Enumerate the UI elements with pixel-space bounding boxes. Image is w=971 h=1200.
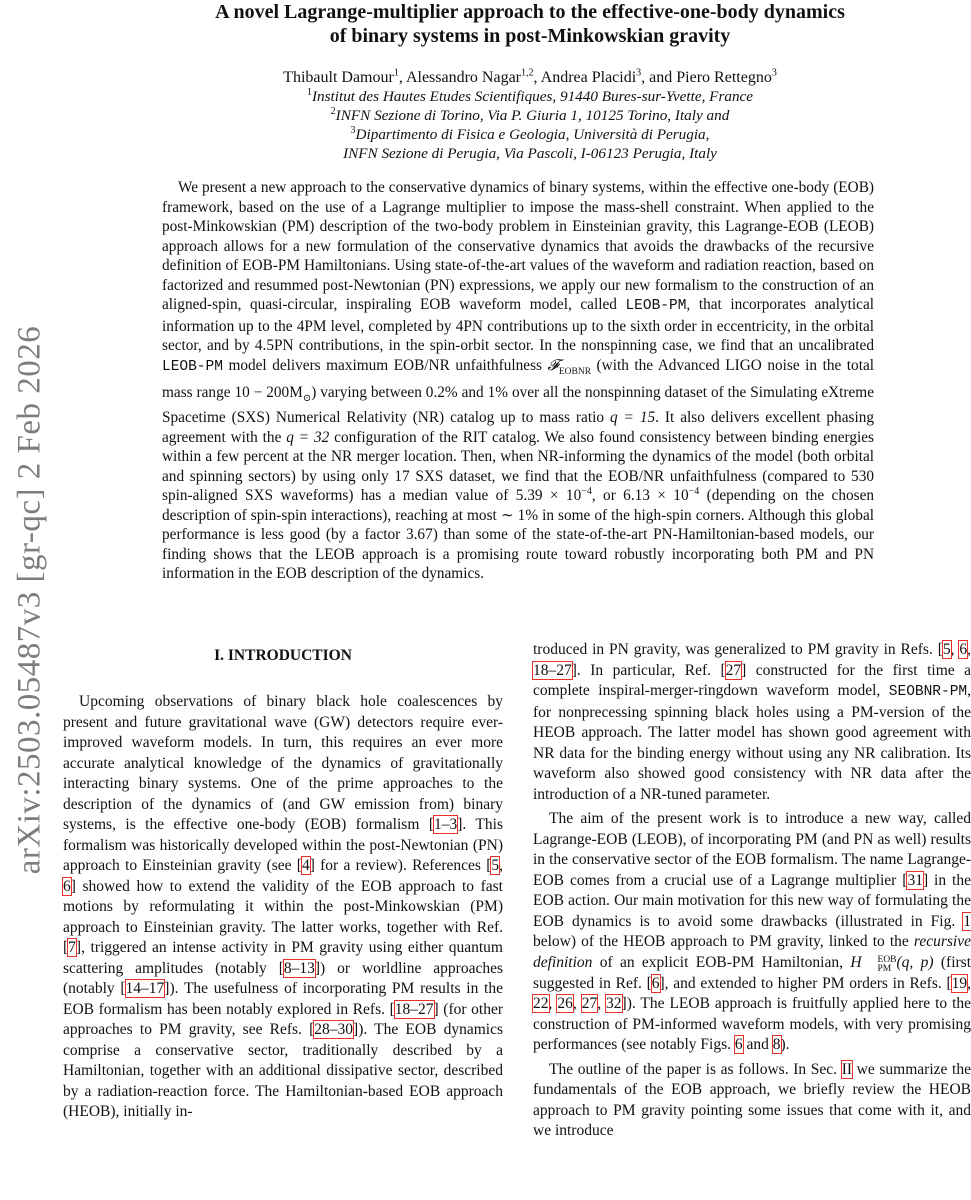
arxiv-identifier: arXiv:2503.05487v3 [gr-qc] 2 Feb 2026 — [11, 325, 48, 875]
affiliation-text: Dipartimento di Fisica e Geologia, Università di Perugia, — [355, 126, 710, 143]
approx-value: ∼ 1% — [500, 506, 539, 524]
intro-paragraph: Upcoming observations of binary black hole coalescences by present and future gravitational wave (GW) detectors require ever-improved waveform models. In turn, this requires an ever more accurate analytical knowledge of the dynamics of gravitationally interacting binary systems. One of the prime approaches to the description of the dynamics of (and GW emission from) binary systems, is the effective one-body (EOB) formalism [1–3]. This formalism was historically developed within the post-Newtonian (PN) approach to Einsteinian gravity (see [4] for a review). References [5, 6] showed how to extend the validity of the EOB approach to fast motions by reformulating it within the post-Minkowskian (PM) approach to Einsteinian gravity. The latter works, together with Ref. [7], triggered an intense activity in PM gravity using either quantum scattering amplitudes (notably [8–13]) or worldline approaches (notably [14–17]). The usefulness of incorporating PM results in the EOB formalism has been notably explored in Refs. [18–27] (for other approaches to PM gravity, see Refs. [28–30]). The EOB dynamics comprise a conservative sector, traditionally described by a Hamiltonian, together with an additional dissipative sector, described by a radiation-reaction force. The Hamiltonian-based EOB approach (HEOB), initially in- — [63, 693, 504, 1120]
aim-paragraph: The aim of the present work is to introduce a new way, called Lagrange-EOB (LEOB), of incorporating PM (and PN as well) results in the conservative sector of the EOB formalism. The name Lagrange-EOB comes from a crucial use of a Lagrange multiplier [31] in the EOB action. Our main motivation for this new way of formulating the EOB dynamics is to avoid some drawbacks (illustrated in Fig. 1 below) of the HEOB approach to PM gravity, linked to the recursive definition of an explicit EOB-PM Hamiltonian, H EOB PM (q, p) (first suggested in Ref. [6], and extended to higher PM orders in Refs. [19, 22, 26, 27, 32]). The LEOB approach is fruitfully applied here to the construction of PM-informed waveform models, with very promising performances (see notably Figs. 6 and 8). — [533, 810, 971, 1053]
mass-ratio-32: q = 32 — [286, 428, 330, 446]
citation-link[interactable]: 14–17 — [125, 980, 165, 997]
citation-link[interactable]: 18–27 — [394, 1000, 434, 1018]
citation-link[interactable]: 26 — [557, 995, 573, 1012]
outline-paragraph: The outline of the paper is as follows. In Sec. II we summarize the fundamentals of the EOB approach, we briefly review the HEOB approach to PM gravity pointing some issues that come with it, and we introduce — [533, 1060, 971, 1139]
hamiltonian-symbol: H — [850, 953, 862, 971]
abstract-text: in some of the high-spin corners. Although this global performance is less good (by a factor 3.67) than some of the state-of-the-art PN-Hamiltonian-based models, our finding shows that the LEOB approach is a promising route toward robustly incorporating both PM and PN information in the EOB description of the dynamics. — [162, 506, 874, 583]
citation-link[interactable]: 1–3 — [433, 816, 458, 833]
citation-link[interactable]: 32 — [606, 995, 622, 1012]
affiliation-number: 2 — [330, 105, 336, 117]
affiliation-line — [90, 144, 970, 163]
median-value-2: 6.13 × 10 — [623, 487, 689, 505]
unfaithfulness-symbol: 𝓕 — [547, 356, 559, 374]
author-separator: , — [398, 69, 406, 86]
hamiltonian-args: (q, p) — [896, 953, 934, 971]
median-value-1: 5.39 × 10 — [515, 487, 582, 505]
unfaithfulness-subscript: EOBNR — [558, 366, 592, 377]
author-name: Thibault Damour — [283, 69, 394, 86]
arxiv-sidebar — [0, 0, 50, 1200]
title-line-2: of binary systems in post-Minkowskian gravity — [329, 25, 731, 47]
affiliation-text: INFN Sezione di Perugia, Via Pascoli, I-06123 Perugia, Italy — [343, 145, 717, 162]
citation-link[interactable]: 4 — [301, 857, 310, 874]
solar-mass-symbol: ⊙ — [302, 392, 312, 404]
affiliation-number: 1 — [306, 86, 312, 98]
model-name: LEOB-PM — [162, 358, 223, 375]
left-column — [63, 640, 503, 1123]
model-name-seobnr-pm: SEOBNR-PM — [888, 684, 968, 700]
model-name: LEOB-PM — [625, 298, 687, 315]
author-name: Piero Rettegno — [676, 69, 772, 86]
right-column — [533, 640, 971, 1142]
citation-link[interactable]: 28–30 — [314, 1021, 354, 1038]
abstract-text: , or — [591, 487, 624, 505]
section-link[interactable]: II — [841, 1060, 853, 1078]
affiliation-text: INFN Sezione di Torino, Via P. Giuria 1, 10125 Torino, Italy and — [335, 107, 730, 124]
affiliation-line — [90, 87, 970, 106]
abstract-text: ) varying between 0.2% and 1% over all the nonspinning dataset of the Simulating eXtreme Spacetime (SXS) Numerical Relativity (NR) catalog up to mass ratio — [162, 383, 874, 427]
citation-link[interactable]: 6 — [959, 641, 968, 658]
abstract-text: . It also delivers excellent phasing agreement with the — [162, 409, 874, 446]
author-name: Andrea Placidi — [540, 69, 637, 86]
figure-link[interactable]: 6 — [734, 1036, 743, 1053]
abstract-text: (depending on the chosen description of spin-spin interactions), reaching at most — [162, 487, 875, 524]
citation-link[interactable]: 8–13 — [283, 959, 315, 977]
title-line-1: A novel Lagrange-multiplier approach to the effective-one-body dynamics — [215, 1, 845, 23]
mass-ratio-15: q = 15 — [609, 409, 656, 427]
author-affiliation-mark: 3 — [771, 67, 777, 79]
abstract-text: We present a new approach to the conservative dynamics of binary systems, within the effective one-body (EOB) framework, based on the use of a Lagrange multiplier to impose the mass-shell constraint. When applied to the post-Minkowskian (PM) description of the two-body problem in Einsteinian gravity, this Lagrange-EOB (LEOB) approach allows for a new formulation of the conservative dynamics that avoids the drawbacks of the recursive definition of EOB-PM Hamiltonians. Using state-of-the-art values of the waveform and radiation reaction, based on factorized and resummed post-Newtonian (PN) expressions, we apply our new formalism to the construction of an aligned-spin, quasi-circular, inspiraling EOB waveform model, called — [162, 179, 874, 314]
abstract-text: , that incorporates analytical information up to the 4PM level, completed by 4PN contributions up to the sixth order in eccentricity, in the orbital sector, and by 4.5PN contributions, in the spin-orbit sector. In the nonspinning case, we find that an uncalibrated — [162, 296, 874, 355]
exponent: −4 — [688, 486, 700, 498]
figure-link[interactable]: 1 — [963, 912, 971, 930]
intro-paragraph-continued: troduced in PN gravity, was generalized to PM gravity in Refs. [5, 6, 18–27]. In particular, Ref. [27] constructed for the first time a complete inspiral-merger-ringdown waveform model, SEOBNR-PM, for nonprecessing spinning black holes using a PM-version of the HEOB approach. The latter model has shown good agreement with NR data for the binding energy without using any NR calibration. Its waveform also showed good consistency with NR data after the introduction of a NR-tuned parameter. — [533, 641, 971, 803]
author-separator: , and — [641, 69, 677, 86]
citation-link[interactable]: 31 — [907, 871, 923, 889]
citation-link[interactable]: 19 — [951, 974, 968, 992]
author-separator: , — [533, 69, 541, 86]
affiliation-list — [90, 87, 970, 163]
affiliation-text: Institut des Hautes Etudes Scientifiques, 91440 Bures-sur-Yvette, France — [311, 88, 754, 105]
affiliation-number: 3 — [350, 124, 356, 136]
paper-title — [90, 0, 970, 48]
hamiltonian-indices: EOB PM — [877, 954, 897, 974]
abstract — [162, 178, 874, 584]
citation-link[interactable]: 6 — [651, 974, 660, 992]
figure-link[interactable]: 8 — [772, 1036, 781, 1053]
mass-range: 10 − 200M — [234, 383, 303, 401]
citation-link[interactable]: 18–27 — [533, 661, 572, 679]
emphasis: recursive definition — [533, 933, 971, 971]
abstract-text: (with the Advanced LIGO noise in the total mass range — [162, 356, 874, 401]
citation-link[interactable]: 27 — [581, 995, 598, 1012]
author-name: Alessandro Nagar — [405, 69, 522, 86]
exponent: −4 — [581, 486, 592, 498]
citation-link[interactable]: 6 — [63, 877, 71, 895]
citation-link[interactable]: 5 — [942, 641, 951, 658]
affiliation-line — [90, 106, 970, 125]
citation-link[interactable]: 5 — [491, 857, 500, 874]
author-affiliation-mark: 1 — [393, 67, 399, 79]
abstract-text: configuration of the RIT catalog. We also found consistency between binding energies within a few percent at the NR merger location. Then, when NR-informing the dynamics of the model (both orbital and spinning sectors) by using only 17 SXS dataset, we find that the EOB/NR unfaithfulness (compared to 530 spin-aligned SXS waveforms) has a median value of — [162, 428, 874, 505]
author-affiliation-mark: 3 — [636, 67, 642, 79]
section-heading: I. INTRODUCTION — [214, 647, 352, 664]
affiliation-line — [90, 125, 970, 144]
abstract-text: model delivers maximum EOB/NR unfaithfulness — [222, 356, 548, 374]
citation-link[interactable]: 22 — [533, 995, 549, 1012]
author-affiliation-mark: 1,2 — [521, 67, 534, 79]
author-list — [90, 68, 970, 87]
citation-link[interactable]: 7 — [68, 939, 76, 956]
citation-link[interactable]: 27 — [725, 661, 742, 679]
